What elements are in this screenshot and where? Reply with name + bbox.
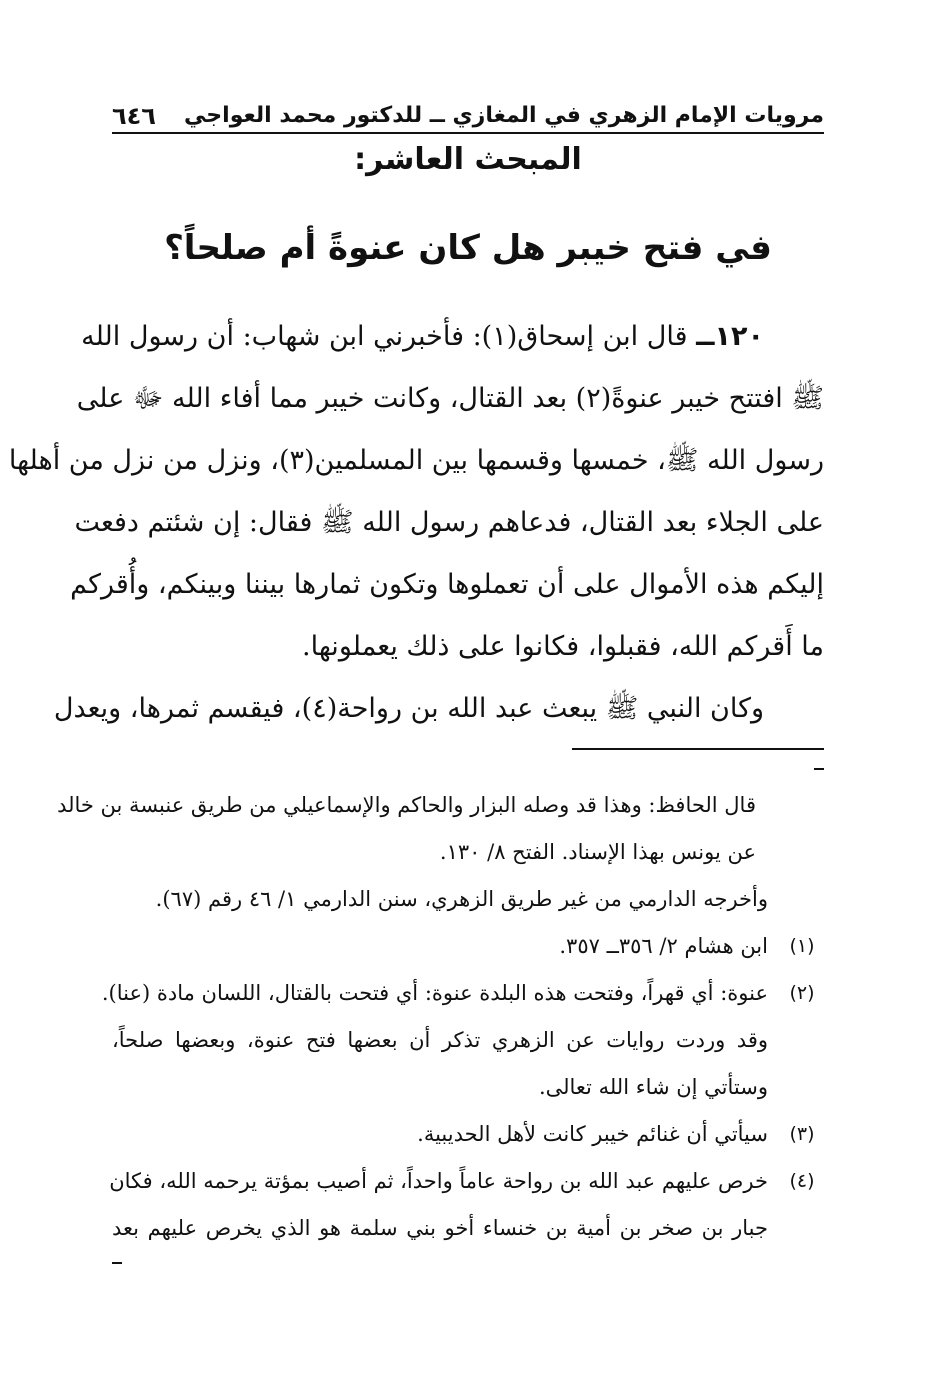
body-line: ﷺ افتتح خيبر عنوةً(٢) بعد القتال، وكانت خيبر مما أفاء الله ﷻ على [76,383,824,414]
footnote-number: (١) [789,935,815,957]
footnote-3: (٣) سيأتي أن غنائم خيبر كانت لأهل الحديبية. [112,1111,824,1158]
footnote-4: (٤) خرص عليهم عبد الله بن رواحة عاماً واحداً، ثم أصيب بمؤتة يرحمه الله، فكان [112,1158,824,1205]
chapter-title: في فتح خيبر هل كان عنوةً أم صلحاً؟ [164,228,772,268]
footnote-number: (٢) [789,982,815,1004]
main-text [8,306,824,740]
body-line: على الجلاء بعد القتال، فدعاهم رسول الله ﷺ فقال: إن شئتم دفعت [74,507,824,538]
hadith-number: ١٢٠ــ [696,321,764,352]
footnote-2: (٢) عنوة: أي قهراً، وفتحت هذه البلدة عنوة: أي فتحت بالقتال، اللسان مادة (عنا). [112,970,824,1017]
book-title: مرويات الإمام الزهري في المغازي ــ للدكتور محمد العواجي [184,103,824,128]
footnote-number: (٤) [789,1170,815,1192]
footnote-line: وقد وردت روايات عن الزهري تذكر أن بعضها فتح عنوة، وبعضها صلحاً، [112,1028,768,1052]
footnotes [57,782,824,1252]
footnote-line: وستأتي إن شاء الله تعالى. [538,1075,768,1099]
section-title: المبحث العاشر: [354,142,582,177]
page-number: ٦٤٦ [112,102,156,130]
body-line: ما أَقركم الله، فقبلوا، فكانوا على ذلك يعملونها. [302,631,824,662]
body-line: ١٢٠ــ قال ابن إسحاق(١): فأخبرني ابن شهاب: أن رسول الله [81,321,764,352]
footnote-1: (١) ابن هشام ٢/ ٣٥٦ــ ٣٥٧. [112,923,824,970]
body-line: إليكم هذه الأموال على أن تعملوها وتكون ثمارها بيننا وبينكم، وأُقركم [70,569,824,600]
footnote-separator [572,748,824,750]
body-line: رسول الله ﷺ، خمسها وقسمها بين المسلمين(٣)، ونزل من نزل من أهلها [8,445,824,476]
body-line: وكان النبي ﷺ يبعث عبد الله بن رواحة(٤)، فيقسم ثمرها، ويعدل [53,693,764,724]
running-header [112,100,824,134]
footnote-number: (٣) [789,1123,815,1145]
continuation-mark [112,1262,122,1264]
continuation-mark [814,768,824,770]
footnote-line: جبار بن صخر بن أمية بن خنساء أخو بني سلمة هو الذي يخرص عليهم بعد [112,1216,768,1240]
footnote-line: عن يونس بهذا الإسناد. الفتح ٨/ ١٣٠. [439,840,756,864]
footnote-line: قال الحافظ: وهذا قد وصله البزار والحاكم والإسماعيلي من طريق عنبسة بن خالد [57,793,756,817]
footnote-line: وأخرجه الدارمي من غير طريق الزهري، سنن الدارمي ١/ ٤٦ رقم (٦٧). [155,887,768,911]
